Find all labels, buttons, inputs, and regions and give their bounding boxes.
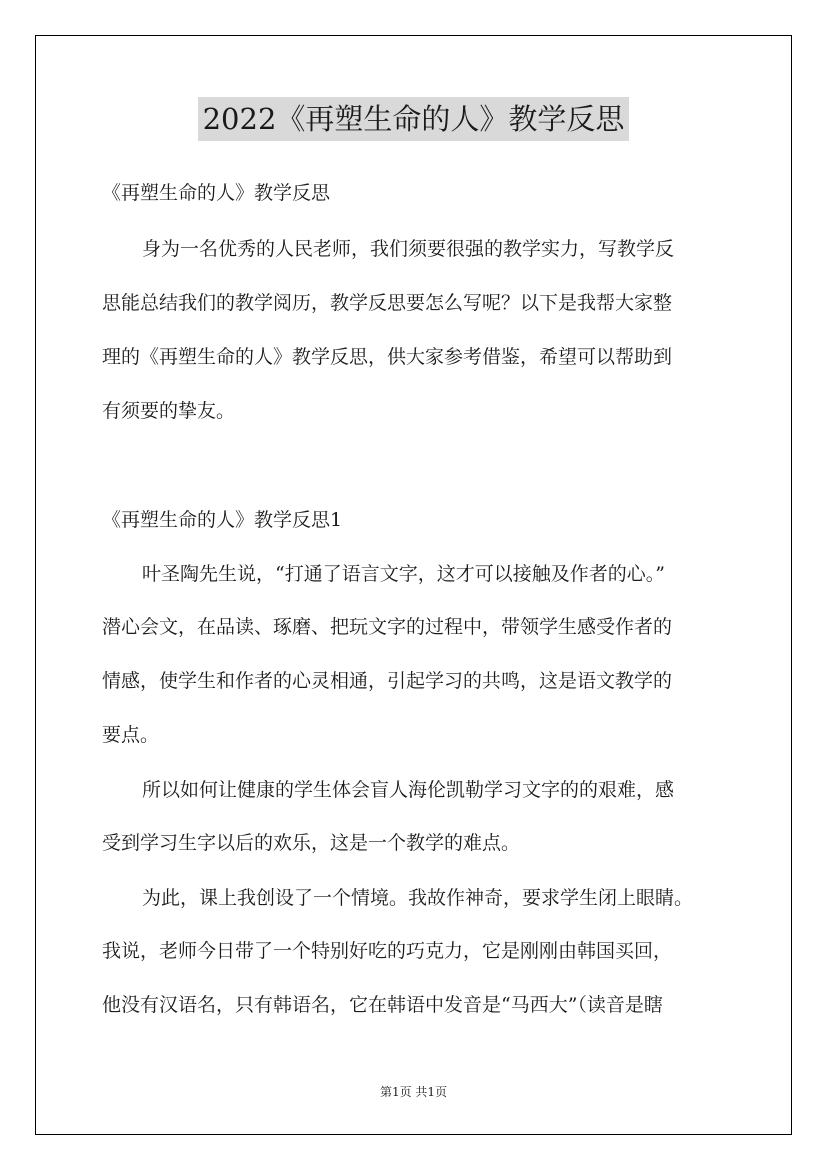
paragraph-line: 理的《再塑生命的人》教学反思，供大家参考借鉴，希望可以帮助到 (102, 346, 673, 368)
paragraph-line: 要点。 (102, 724, 160, 746)
section-heading: 《再塑生命的人》教学反思 (102, 182, 331, 204)
paragraph-line: 叶圣陶先生说，“打通了语言文字，这才可以接触及作者的心。” (142, 563, 665, 585)
document-title: 2022《再塑生命的人》教学反思 (198, 97, 629, 141)
paragraph-line: 他没有汉语名，只有韩语名，它在韩语中发音是“马西大”（读音是瞎 (102, 994, 663, 1016)
paragraph-line: 情感，使学生和作者的心灵相通，引起学习的共鸣，这是语文教学的 (102, 670, 673, 692)
paragraph-line: 所以如何让健康的学生体会盲人海伦凯勒学习文字的的艰难，感 (142, 779, 675, 801)
paragraph-line: 为此，课上我创设了一个情境。我故作神奇，要求学生闭上眼睛。 (142, 887, 694, 909)
paragraph-line: 我说，老师今日带了一个特别好吃的巧克力，它是刚刚由韩国买回， (102, 940, 673, 962)
paragraph-line: 有须要的挚友。 (102, 400, 236, 422)
section-heading: 《再塑生命的人》教学反思1 (102, 509, 343, 531)
paragraph-line: 身为一名优秀的人民老师，我们须要很强的教学实力，写教学反 (142, 238, 675, 260)
paragraph-line: 思能总结我们的教学阅历，教学反思要怎么写呢？以下是我帮大家整 (102, 292, 673, 314)
page-number: 第1页 共1页 (379, 1085, 448, 1099)
paragraph-line: 潜心会文，在品读、琢磨、把玩文字的过程中，带领学生感受作者的 (102, 616, 673, 638)
paragraph-line: 受到学习生字以后的欢乐，这是一个教学的难点。 (102, 832, 521, 854)
